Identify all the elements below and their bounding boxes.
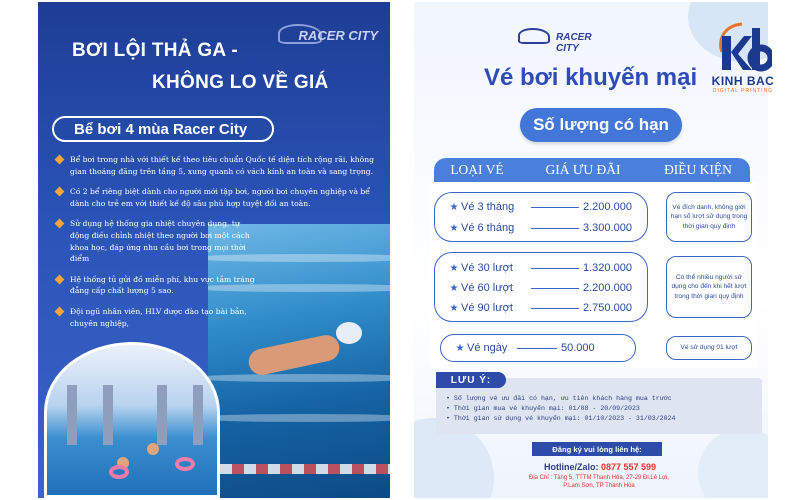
diamond-bullet-icon xyxy=(55,187,65,197)
kinh-bac-logo xyxy=(706,22,780,100)
feature-list xyxy=(56,154,378,338)
note-item: • Thời gian mua vé khuyến mại: 01/08 - 20/09/2023 xyxy=(446,405,640,412)
racer-city-logo xyxy=(518,26,614,52)
car-logo-icon xyxy=(518,28,550,44)
note-item: • Thời gian sử dụng vé khuyến mại: 01/10/2023 - 31/03/2024 xyxy=(446,415,676,422)
feature-item: Đội ngũ nhân viên, HLV được đào tạo bài bản, chuyên nghiệp, xyxy=(56,306,256,329)
table-row: ★ Vé 30 lượt 1.320.000 xyxy=(447,259,647,277)
left-flyer xyxy=(38,2,390,498)
hotline xyxy=(510,462,690,472)
diamond-bullet-icon xyxy=(55,306,65,316)
diamond-bullet-icon xyxy=(55,219,65,229)
hotline-number[interactable]: 0877 557 599 xyxy=(600,462,657,472)
feature-item: Hệ thống tủ gửi đồ miễn phí, khu vực tắm tráng đẳng cấp chất lượng 5 sao. xyxy=(56,274,256,297)
headline-line-2: KHÔNG LO VỀ GIÁ xyxy=(152,72,329,93)
kb-mark-icon xyxy=(712,22,772,74)
star-icon: ★ xyxy=(449,262,459,274)
header-price: GIÁ ƯU ĐÃI xyxy=(545,162,621,177)
condition-box: Có thể nhiều người sử dụng cho đến khi hết lượt trong thời gian quy định xyxy=(666,256,752,318)
star-icon: ★ xyxy=(449,201,459,213)
table-row: ★ Vé 60 lượt 2.200.000 xyxy=(447,279,647,297)
address: Địa Chỉ : Tầng 5, TTTM Thanh Hóa, 27-29 Đl.Lê Lợi, P.Lam Sơn, TP Thanh Hóa xyxy=(528,475,669,489)
price-table xyxy=(430,182,758,368)
notes-list xyxy=(446,394,756,424)
pool-title-pill xyxy=(52,116,274,142)
star-icon: ★ xyxy=(449,222,459,234)
header-conditions: ĐIỀU KIỆN xyxy=(664,162,732,177)
indoor-pool-photo xyxy=(44,342,220,498)
diamond-bullet-icon xyxy=(55,155,65,165)
pool-title: Bể bơi 4 mùa Racer City xyxy=(74,120,248,138)
star-icon: ★ xyxy=(455,342,465,354)
kb-sub: DIGITAL PRINTING xyxy=(712,88,774,94)
table-row: ★ Vé 6 tháng 3.300.000 xyxy=(447,219,647,237)
table-row: ★ Vé 90 lượt 2.750.000 xyxy=(447,299,647,317)
signup-banner: Đăng ký vui lòng liên hệ: xyxy=(532,442,662,456)
table-row: ★ Vé 3 tháng 2.200.000 xyxy=(447,198,647,216)
price-table-header xyxy=(434,158,750,182)
feature-item: Có 2 bể riêng biệt dành cho người mới tập bơi, người bơi chuyên nghiệp và bể dành cho trẻ em với thiết kế độ sâu phù hợp tuyệt đối an toàn. xyxy=(56,186,378,209)
ticket-group xyxy=(434,252,648,322)
notes-title-badge: LƯU Ý: xyxy=(436,372,506,388)
limited-quantity-badge: Số lượng có hạn xyxy=(520,108,682,142)
ticket-group xyxy=(434,192,648,242)
ticket-group xyxy=(440,334,636,362)
kb-brand: KINH BAC xyxy=(711,74,775,88)
table-row: ★ Vé ngày 50.000 xyxy=(453,339,653,357)
racer-city-logo xyxy=(274,16,384,54)
logo-text: RACER CITY xyxy=(556,32,592,54)
feature-item: Sử dụng hệ thống gia nhiệt chuyên dụng, tự động điều chỉnh nhiệt theo người bơi một cách khoa học, đáp ứng nhu cầu bơi trong mọi thời điểm xyxy=(56,218,256,264)
hotline-label: Hotline/Zalo: xyxy=(543,462,599,472)
condition-box: Vé đích danh, không giới hạn số lượt sử dụng trong thời gian quy định xyxy=(666,192,752,242)
note-item: • Số lượng vé ưu đãi có hạn, ưu tiên khách hàng mua trước xyxy=(446,395,672,402)
header-ticket-type: LOẠI VÉ xyxy=(450,162,504,177)
promo-title: Vé bơi khuyến mại xyxy=(484,64,698,91)
star-icon: ★ xyxy=(449,302,459,314)
condition-box: Vé sử dụng 01 lượt xyxy=(666,336,752,360)
feature-item: Bể bơi trong nhà với thiết kế theo tiêu chuẩn Quốc tế diện tích rộng rãi, không gian thoáng đãng trên tầng 5, xung quanh có vách kính an toàn và sang trọng. xyxy=(56,154,378,177)
logo-text: RACER CITY xyxy=(298,28,378,43)
star-icon: ★ xyxy=(449,282,459,294)
diamond-bullet-icon xyxy=(55,274,65,284)
headline-line-1: BƠI LỘI THẢ GA - xyxy=(72,40,238,61)
